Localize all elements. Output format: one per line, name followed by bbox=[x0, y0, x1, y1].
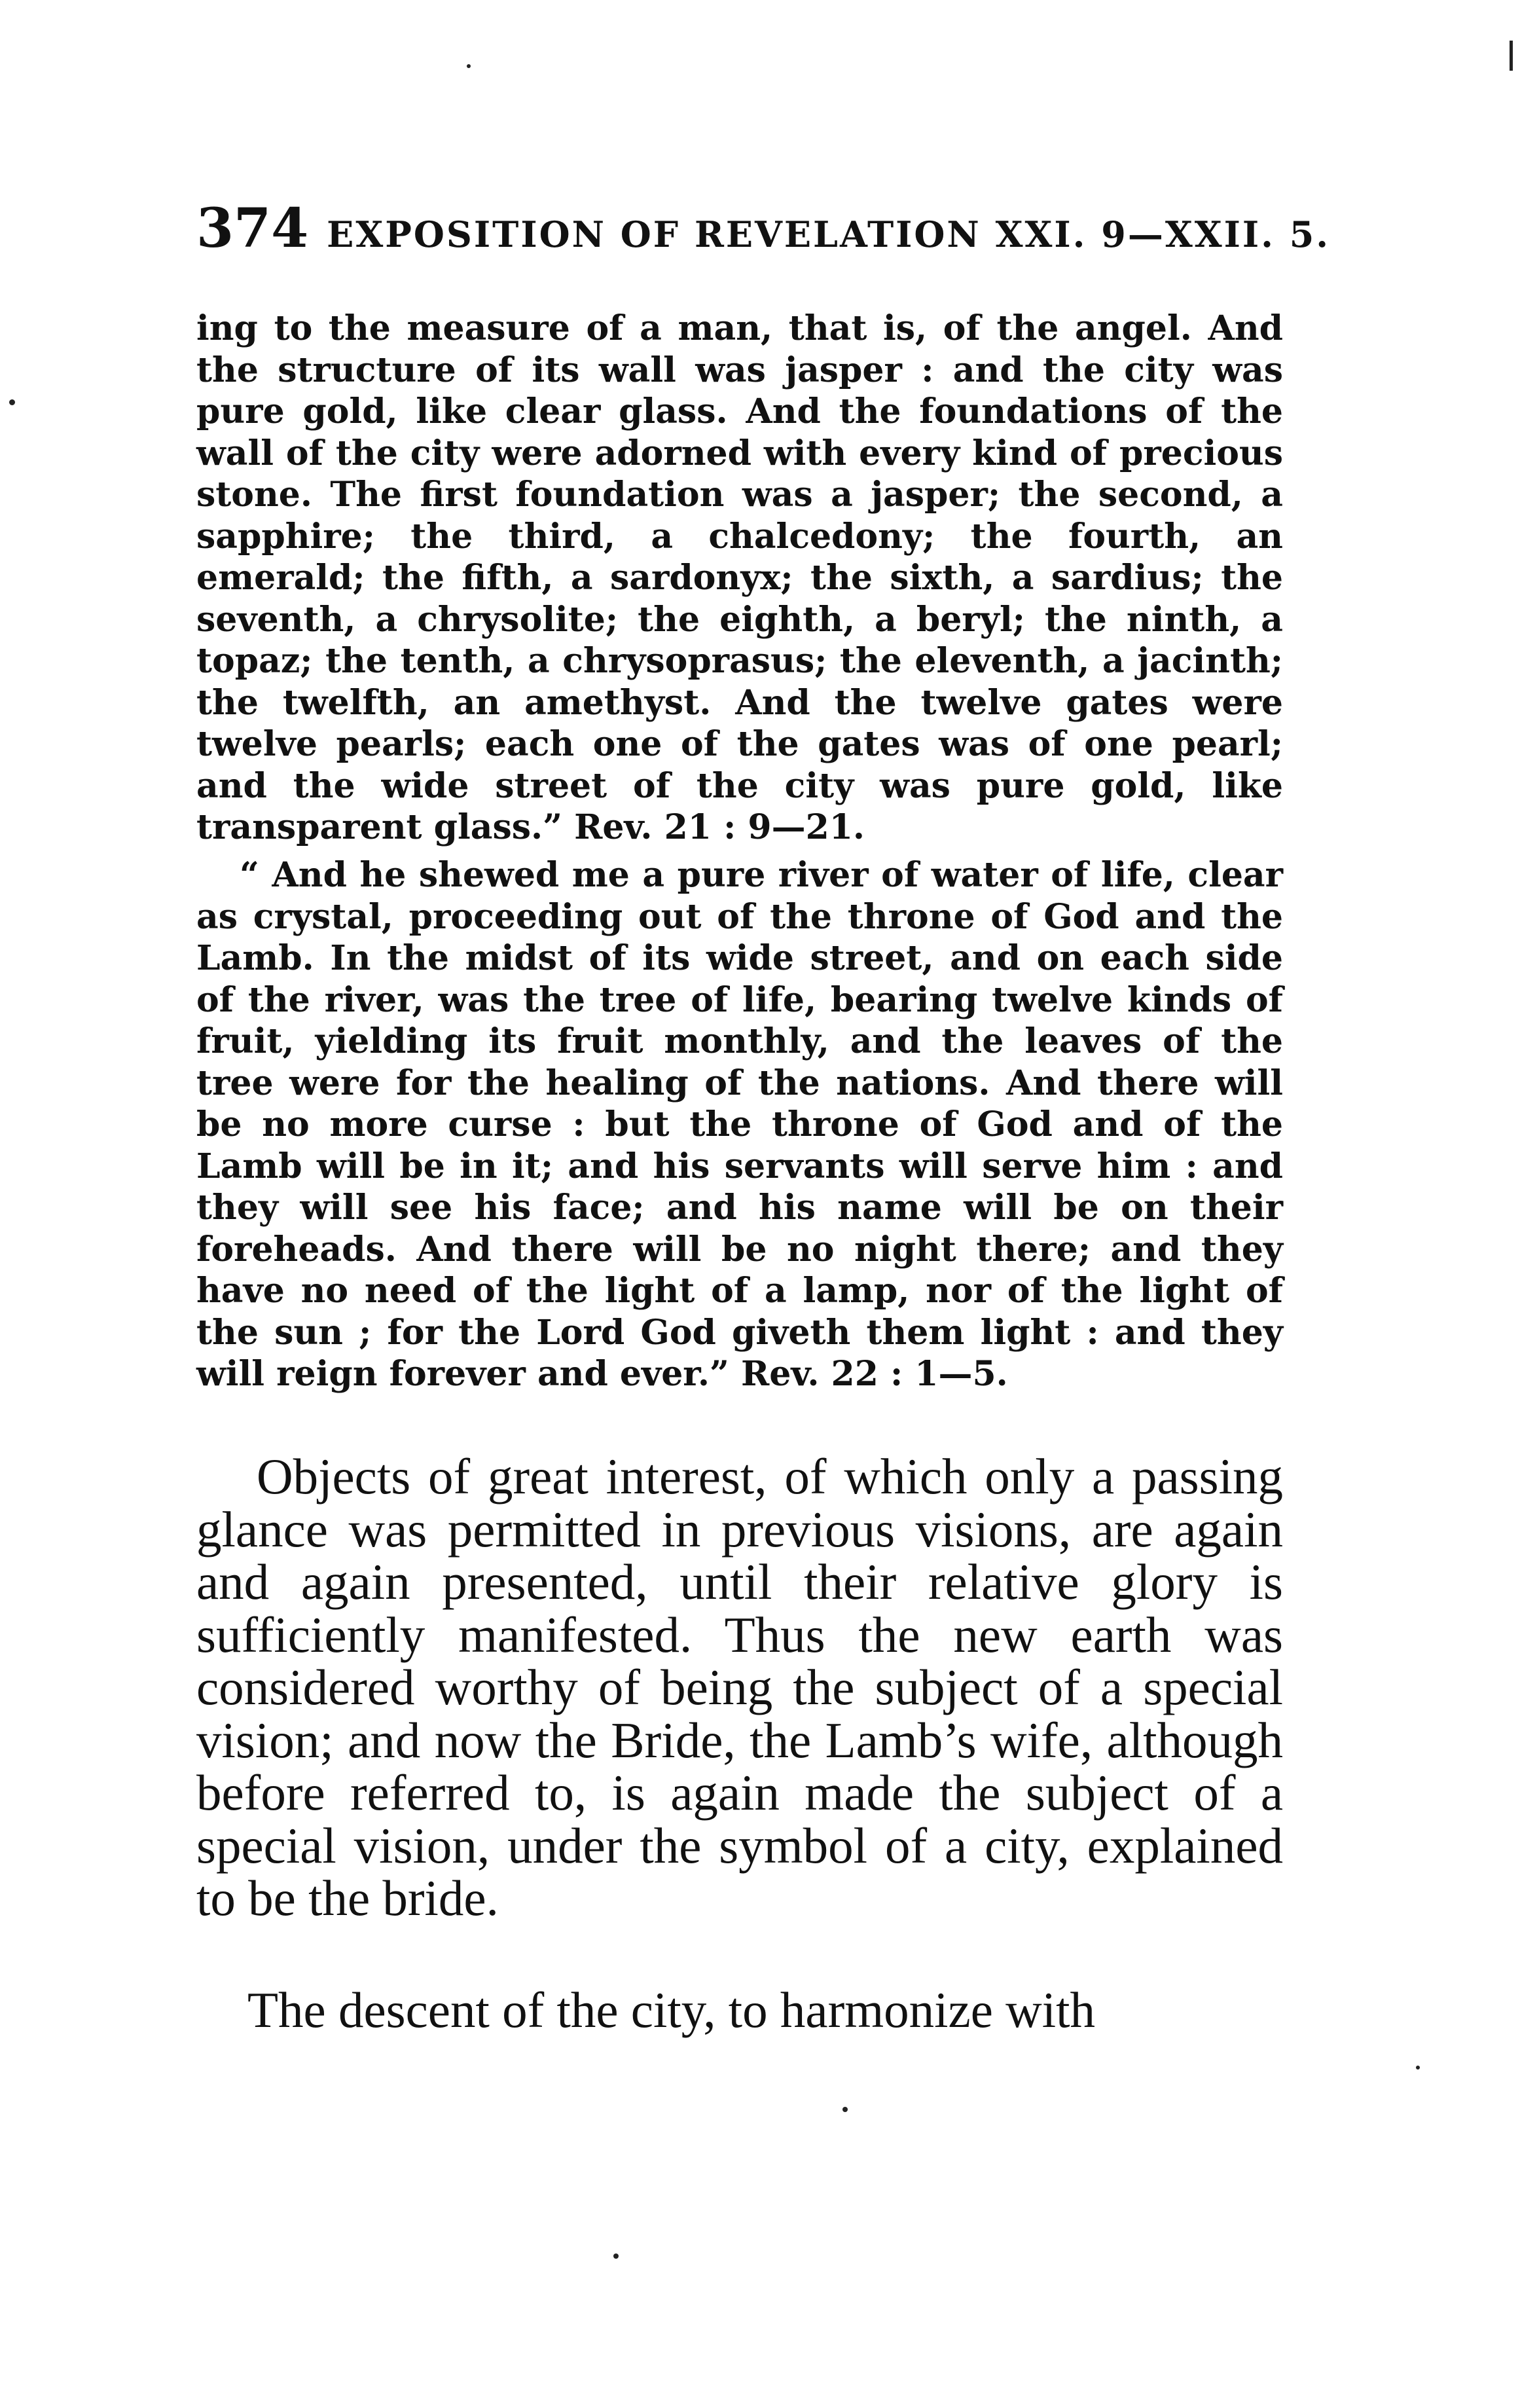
scan-speck bbox=[1416, 2066, 1420, 2070]
quotation-block-1: ing to the measure of a man, that is, of the angel. And the structure of its wall was jasper : and the city was pure gold, like clear glass. And the foundations of the wall of the city were adorned with every kind of precious stone. The first foundation was a jasper; the second, a sapphire; the third, a chalcedony; the fourth, an emerald; the fifth, a sardonyx; the sixth, a sardius; the seventh, a chrysolite; the eighth, a beryl; the ninth, a topaz; the tenth, a chrysoprasus; the eleventh, a jacinth; the twelfth, an amethyst. And the twelve gates were twelve pearls; each one of the gates was of one pearl; and the wide street of the city was pure gold, like transparent glass.” Rev. 21 : 9—21. bbox=[196, 308, 1283, 847]
scan-speck bbox=[467, 64, 471, 68]
running-header bbox=[196, 197, 1331, 260]
scan-edge-mark bbox=[1510, 41, 1513, 71]
body-paragraph-2: The descent of the city, to harmonize with bbox=[247, 1982, 1096, 2038]
scan-speck bbox=[613, 2253, 619, 2259]
scan-speck bbox=[9, 399, 15, 405]
quotation-block-2: “ And he shewed me a pure river of water of life, clear as crystal, proceeding out of the throne of God and the Lamb. In the midst of its wide street, and on each side of the river, was the tree of life, bearing twelve kinds of fruit, yielding its fruit monthly, and the leaves of the tree were for the healing of the nations. And there will be no more curse : but the throne of God and of the Lamb will be in it; and his servants will serve him : and they will see his face; and his name will be on their foreheads. And there will be no night there; and they have no need of the light of a lamp, nor of the light of the sun ; for the Lord God giveth them light : and they will reign forever and ever.” Rev. 22 : 1—5. bbox=[196, 855, 1283, 1394]
running-head-title: EXPOSITION OF REVELATION XXI. 9—XXII. 5. bbox=[327, 213, 1331, 255]
page-number: 374 bbox=[196, 197, 309, 260]
body-paragraph-1: Objects of great interest, of which only a passing glance was permitted in previous visions, are again and again presented, until their relative glory is sufficiently manifested. Thus the new earth was considered worthy of being the subject of a special vision; and now the Bride, the Lamb’s wife, although before referred to, is again made the subject of a special vision, under the symbol of a city, explained to be the bride. bbox=[196, 1448, 1283, 1926]
scan-speck bbox=[842, 2107, 848, 2112]
